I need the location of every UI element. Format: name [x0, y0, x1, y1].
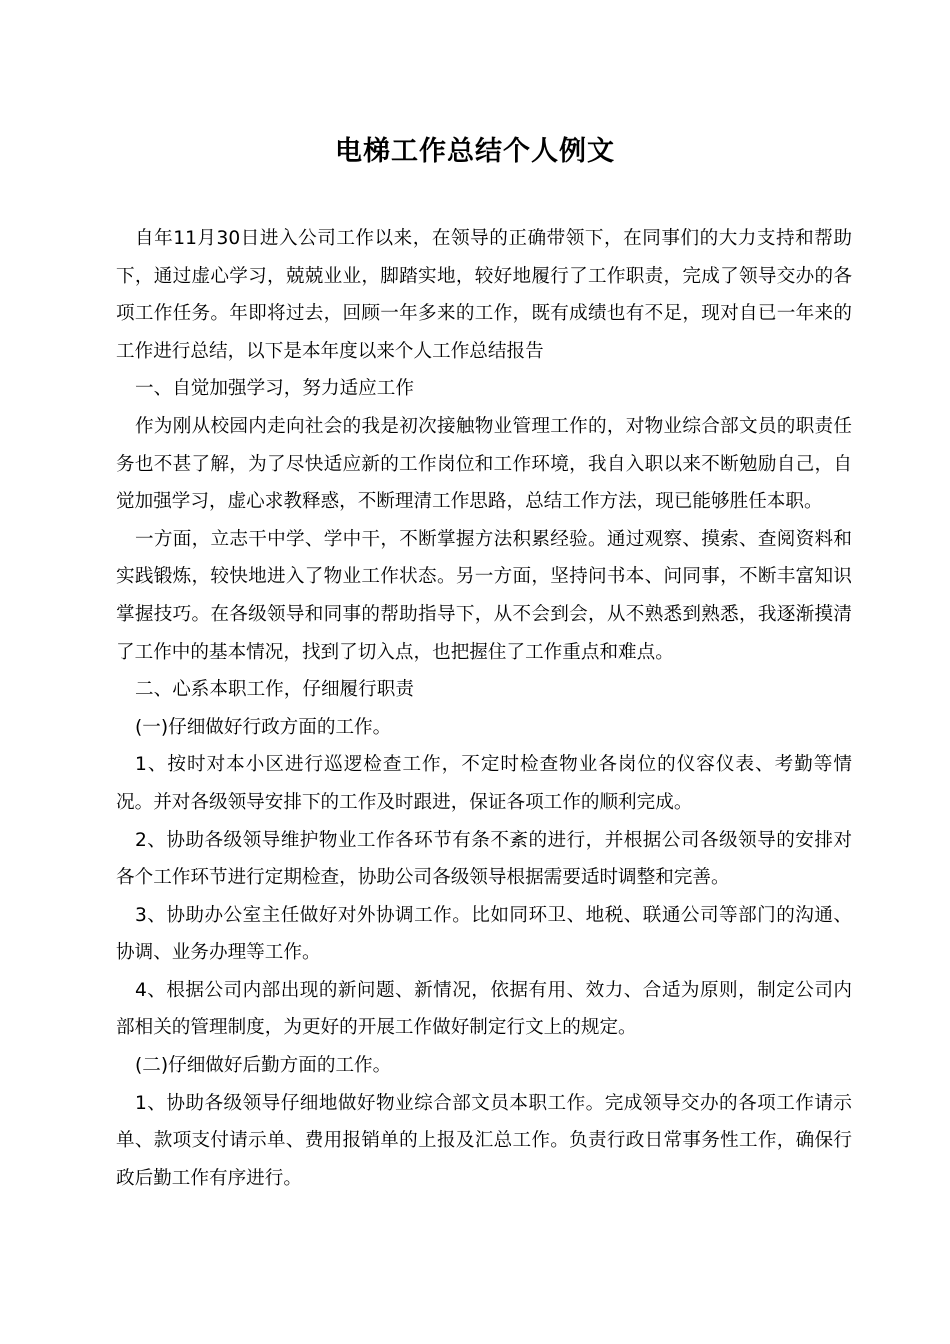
paragraph: 作为刚从校园内走向社会的我是初次接触物业管理工作的，对物业综合部文员的职责任务也不甚了解，为了尽快适应新的工作岗位和工作环境，我自入职以来不断勉励自己，自觉加强学习，虚心求教释惑，不断理清工作思路，总结工作方法，现已能够胜任本职。 — [116, 415, 852, 513]
list-item: 2、协助各级领导维护物业工作各环节有条不紊的进行，并根据公司各级领导的安排对各个工作环节进行定期检查，协助公司各级领导根据需要适时调整和完善。 — [116, 829, 852, 889]
paragraph-intro: 自年11月30日进入公司工作以来，在领导的正确带领下，在同事们的大力支持和帮助下，通过虚心学习，兢兢业业，脚踏实地，较好地履行了工作职责，完成了领导交办的各项工作任务。年即将过去，回顾一年多来的工作，既有成绩也有不足，现对自已一年来的工作进行总结，以下是本年度以来个人工作总结报告 — [116, 228, 852, 362]
heading-section-1: 一、自觉加强学习，努力适应工作 — [135, 378, 414, 400]
document-title: 电梯工作总结个人例文 — [335, 136, 615, 167]
list-item: 3、协助办公室主任做好对外协调工作。比如同环卫、地税、联通公司等部门的沟通、协调、业务办理等工作。 — [116, 904, 852, 964]
list-item: 1、按时对本小区进行巡逻检查工作，不定时检查物业各岗位的仪容仪表、考勤等情况。并对各级领导安排下的工作及时跟进，保证各项工作的顺利完成。 — [116, 754, 852, 813]
document-body — [116, 220, 852, 1197]
subheading-admin: (一)仔细做好行政方面的工作。 — [135, 716, 392, 738]
paragraph: 一方面，立志干中学、学中干，不断掌握方法积累经验。通过观察、摸索、查阅资料和实践锻炼，较快地进入了物业工作状态。另一方面，坚持问书本、问同事，不断丰富知识掌握技巧。在各级领导和同事的帮助指导下，从不会到会，从不熟悉到熟悉，我逐渐摸清了工作中的基本情况，找到了切入点，也把握住了工作重点和难点。 — [116, 528, 852, 663]
heading-section-2: 二、心系本职工作，仔细履行职责 — [135, 679, 414, 701]
list-item: 1、协助各级领导仔细地做好物业综合部文员本职工作。完成领导交办的各项工作请示单、款项支付请示单、费用报销单的上报及汇总工作。负责行政日常事务性工作，确保行政后勤工作有序进行。 — [116, 1092, 852, 1189]
subheading-logistics: (二)仔细做好后勤方面的工作。 — [135, 1055, 392, 1077]
list-item: 4、根据公司内部出现的新问题、新情况，依据有用、效力、合适为原则，制定公司内部相关的管理制度，为更好的开展工作做好制定行文上的规定。 — [116, 979, 852, 1039]
